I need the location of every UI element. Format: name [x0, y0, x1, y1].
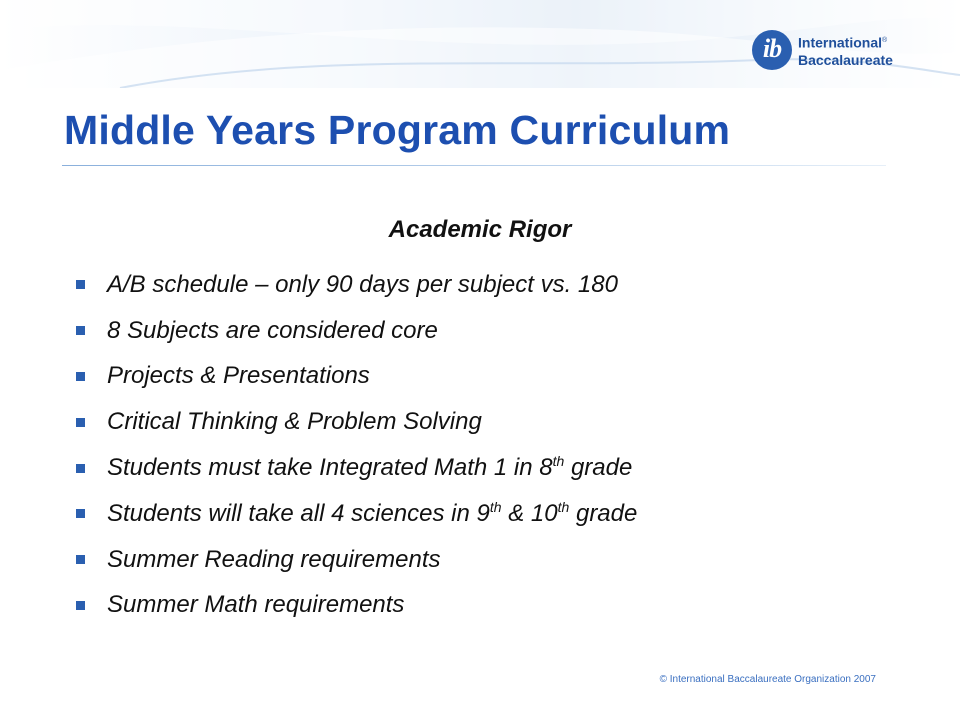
bullet-item — [76, 399, 637, 445]
bullet-square-icon — [76, 509, 85, 518]
bullet-text — [107, 500, 637, 528]
slide-subtitle: Academic Rigor — [388, 216, 572, 243]
bullet-text: Critical Thinking & Problem Solving — [107, 408, 482, 436]
logo-line1: International — [798, 34, 883, 51]
bullet-text: Summer Math requirements — [107, 591, 405, 619]
bullet-square-icon — [76, 464, 85, 473]
bullet-item — [76, 491, 637, 537]
ib-logo-wordmark — [798, 32, 893, 69]
bullet-square-icon — [76, 418, 85, 427]
bullet-superscript: th — [552, 453, 565, 470]
bullet-superscript: th — [489, 498, 502, 515]
bullet-item — [76, 445, 637, 491]
logo-registered: ® — [882, 37, 888, 44]
bullet-text: 8 Subjects are considered core — [107, 316, 438, 344]
bullet-item — [76, 308, 637, 354]
bullet-text-part: grade — [564, 454, 633, 482]
bullet-text-part: Students must take Integrated Math 1 in 8 — [107, 454, 553, 482]
bullet-superscript: th — [557, 498, 570, 515]
bullet-text-part: grade — [569, 499, 638, 527]
bullet-text: Projects & Presentations — [107, 362, 370, 390]
bullet-item — [76, 583, 637, 629]
bullet-text: A/B schedule – only 90 days per subject vs. 180 — [107, 270, 618, 298]
ib-logo — [752, 28, 902, 74]
bullet-text-part: Students will take all 4 sciences in 9 — [107, 499, 490, 527]
bullet-item — [76, 354, 637, 400]
slide-title: Middle Years Program Curriculum — [64, 107, 731, 153]
bullet-square-icon — [76, 601, 85, 610]
copyright-footer: © International Baccalaureate Organization 2007 — [659, 674, 876, 685]
bullet-text — [107, 454, 632, 482]
header-band — [0, 0, 960, 88]
bullet-square-icon — [76, 555, 85, 564]
bullet-square-icon — [76, 280, 85, 289]
bullet-square-icon — [76, 326, 85, 335]
bullet-item — [76, 262, 637, 308]
ib-logo-icon: ib — [752, 30, 792, 70]
title-divider — [62, 165, 886, 166]
bullet-text-part: & 10 — [501, 499, 558, 527]
bullet-item — [76, 537, 637, 583]
bullet-text: Summer Reading requirements — [107, 545, 441, 573]
bullet-list — [76, 262, 637, 628]
logo-line2: Baccalaureate — [798, 51, 893, 68]
bullet-square-icon — [76, 372, 85, 381]
